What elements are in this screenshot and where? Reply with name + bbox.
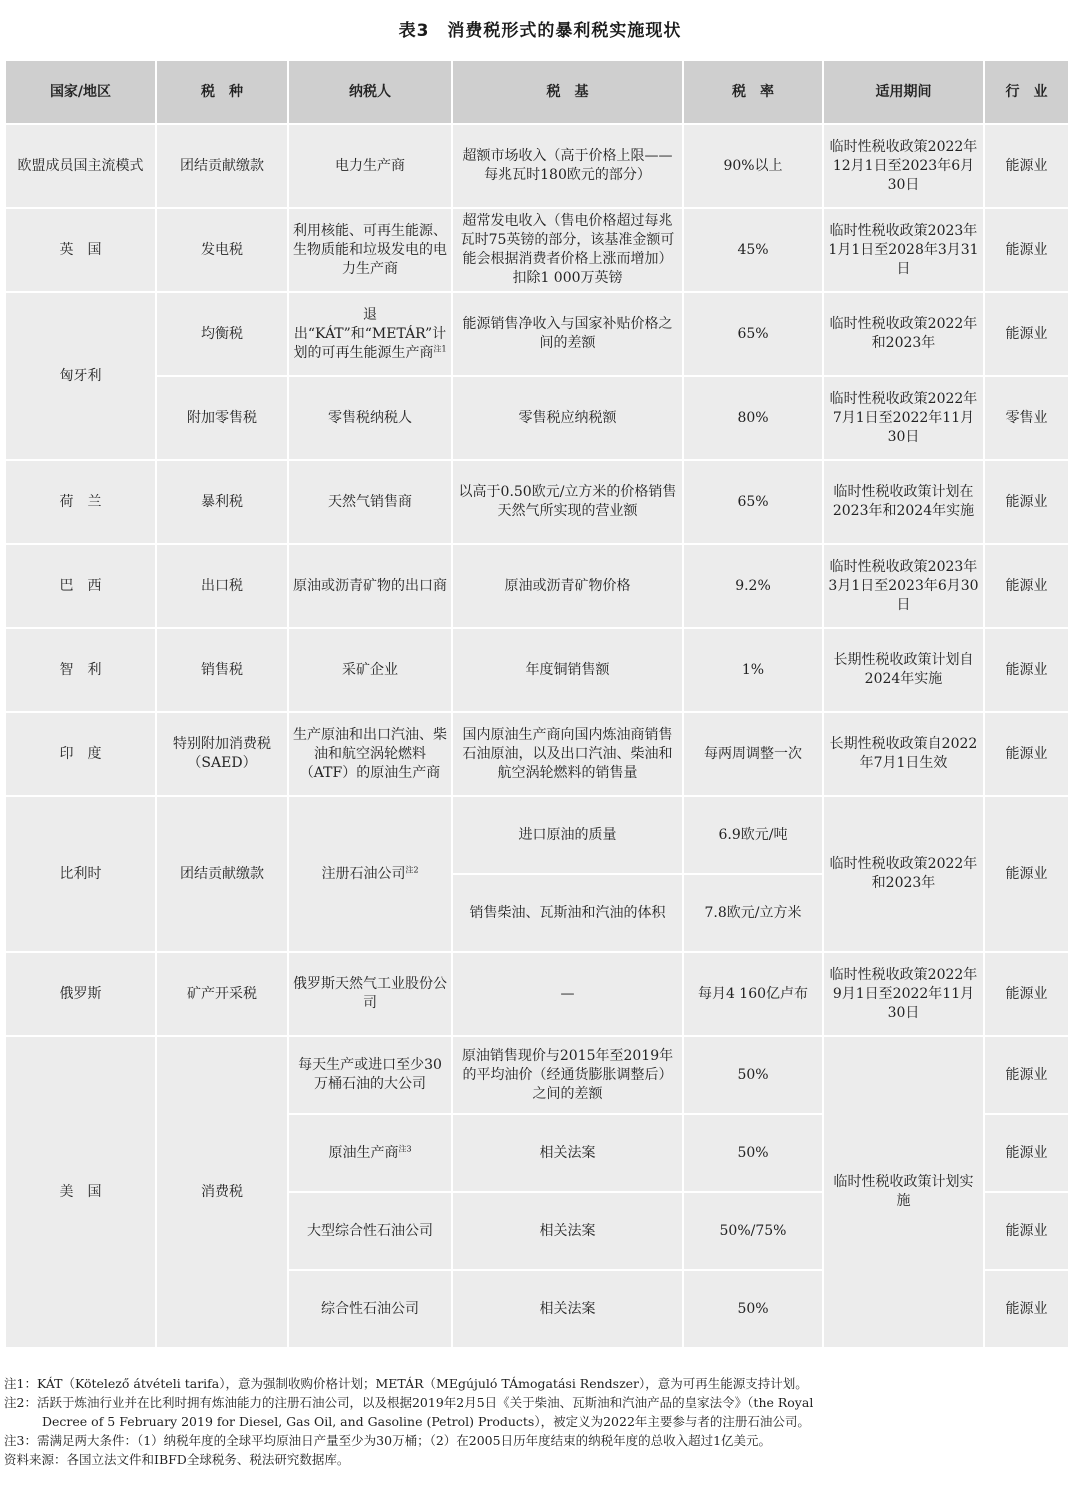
taxpayer-text: 退出“KÁT”和“METÁR”计划的可再生能源生产商	[293, 306, 447, 361]
cell-country: 欧盟成员国主流模式	[5, 124, 156, 208]
col-header-rate: 税 率	[683, 60, 823, 124]
header-row	[5, 60, 1069, 124]
cell-country: 比利时	[5, 796, 156, 952]
cell-industry: 零售业	[984, 376, 1069, 460]
cell-taxpayer: 采矿企业	[288, 628, 452, 712]
taxpayer-text: 原油生产商	[328, 1144, 399, 1161]
footnotes	[4, 1374, 1054, 1469]
col-header-tax: 税 种	[156, 60, 288, 124]
cell-country: 智 利	[5, 628, 156, 712]
col-header-country: 国家/地区	[5, 60, 156, 124]
col-header-period: 适用期间	[823, 60, 984, 124]
cell-rate: 65%	[683, 460, 823, 544]
cell-period: 临时性税收政策2022年和2023年	[823, 796, 984, 952]
cell-period: 临时性税收政策2023年1月1日至2028年3月31日	[823, 208, 984, 292]
cell-rate: 每月4 160亿卢布	[683, 952, 823, 1036]
cell-taxpayer	[288, 292, 452, 376]
cell-country: 巴 西	[5, 544, 156, 628]
table-row-brazil	[5, 544, 1069, 628]
cell-rate: 65%	[683, 292, 823, 376]
cell-country: 俄罗斯	[5, 952, 156, 1036]
cell-taxpayer: 每天生产或进口至少30万桶石油的大公司	[288, 1036, 452, 1114]
cell-country: 印 度	[5, 712, 156, 796]
col-header-taxpayer: 纳税人	[288, 60, 452, 124]
cell-tax: 团结贡献缴款	[156, 124, 288, 208]
cell-rate: 50%	[683, 1036, 823, 1114]
cell-industry: 能源业	[984, 796, 1069, 952]
cell-industry: 能源业	[984, 544, 1069, 628]
cell-rate: 45%	[683, 208, 823, 292]
taxpayer-text: 注册石油公司	[321, 865, 406, 882]
cell-taxpayer: 电力生产商	[288, 124, 452, 208]
cell-taxpayer: 俄罗斯天然气工业股份公司	[288, 952, 452, 1036]
cell-industry: 能源业	[984, 292, 1069, 376]
cell-rate: 50%	[683, 1114, 823, 1192]
cell-taxpayer: 零售税纳税人	[288, 376, 452, 460]
table-row-belgium-1	[5, 796, 1069, 874]
cell-base: 相关法案	[452, 1114, 683, 1192]
footnote-3: 注3：需满足两大条件：（1）纳税年度的全球平均原油日产量至少为30万桶；（2）在2005日历年度结束的纳税年度的总收入超过1亿美元。	[4, 1433, 772, 1448]
cell-taxpayer: 利用核能、可再生能源、生物质能和垃圾发电的电力生产商	[288, 208, 452, 292]
cell-tax: 出口税	[156, 544, 288, 628]
footnote-1: 注1：KÁT（Kötelező átvételi tarifa），意为强制收购价格计划；METÁR（MEgújuló TÁmogatási Rendszer），意为可再生能源支持计划。	[4, 1376, 808, 1391]
table-row-chile	[5, 628, 1069, 712]
table-row-eu	[5, 124, 1069, 208]
cell-period: 长期性税收政策计划自2024年实施	[823, 628, 984, 712]
cell-taxpayer: 原油或沥青矿物的出口商	[288, 544, 452, 628]
col-header-industry: 行 业	[984, 60, 1069, 124]
cell-base: 进口原油的质量	[452, 796, 683, 874]
cell-tax: 销售税	[156, 628, 288, 712]
cell-rate: 50%	[683, 1270, 823, 1348]
cell-period: 临时性税收政策计划在2023年和2024年实施	[823, 460, 984, 544]
cell-tax: 附加零售税	[156, 376, 288, 460]
table-row-uk	[5, 208, 1069, 292]
cell-base: —	[452, 952, 683, 1036]
cell-taxpayer: 生产原油和出口汽油、柴油和航空涡轮燃料（ATF）的原油生产商	[288, 712, 452, 796]
cell-industry: 能源业	[984, 1114, 1069, 1192]
col-header-base: 税 基	[452, 60, 683, 124]
cell-base: 超额市场收入（高于价格上限——每兆瓦时180欧元的部分）	[452, 124, 683, 208]
table-row-hungary-balance	[5, 292, 1069, 376]
cell-rate: 80%	[683, 376, 823, 460]
table-row-hungary-retail	[5, 376, 1069, 460]
table-row-netherlands	[5, 460, 1069, 544]
cell-rate: 7.8欧元/立方米	[683, 874, 823, 952]
cell-industry: 能源业	[984, 1192, 1069, 1270]
cell-tax: 均衡税	[156, 292, 288, 376]
table-title: 表3 消费税形式的暴利税实施现状	[398, 21, 682, 41]
cell-rate: 每两周调整一次	[683, 712, 823, 796]
cell-period: 临时性税收政策计划实施	[823, 1036, 984, 1348]
cell-base: 国内原油生产商向国内炼油商销售石油原油，以及出口汽油、柴油和航空涡轮燃料的销售量	[452, 712, 683, 796]
cell-industry: 能源业	[984, 1036, 1069, 1114]
footnote-2: 注2：活跃于炼油行业并在比利时拥有炼油能力的注册石油公司，以及根据2019年2月5日《关于柴油、瓦斯油和汽油产品的皇家法令》（the Royal	[4, 1395, 814, 1410]
cell-base: 年度铜销售额	[452, 628, 683, 712]
cell-tax: 矿产开采税	[156, 952, 288, 1036]
cell-taxpayer: 综合性石油公司	[288, 1270, 452, 1348]
cell-industry: 能源业	[984, 208, 1069, 292]
cell-base: 以高于0.50欧元/立方米的价格销售天然气所实现的营业额	[452, 460, 683, 544]
source-note: 资料来源：各国立法文件和IBFD全球税务、税法研究数据库。	[4, 1452, 350, 1467]
cell-base: 能源销售净收入与国家补贴价格之间的差额	[452, 292, 683, 376]
cell-rate: 6.9欧元/吨	[683, 796, 823, 874]
cell-tax: 团结贡献缴款	[156, 796, 288, 952]
cell-industry: 能源业	[984, 124, 1069, 208]
table-row-usa-1	[5, 1036, 1069, 1114]
cell-tax: 发电税	[156, 208, 288, 292]
cell-country: 荷 兰	[5, 460, 156, 544]
cell-country: 匈牙利	[5, 292, 156, 460]
cell-industry: 能源业	[984, 460, 1069, 544]
footnote-2-continued: Decree of 5 February 2019 for Diesel, Gas Oil, and Gasoline (Petrol) Products），被定义为2022年主要参与者的注册石油公司。	[42, 1414, 810, 1429]
cell-tax: 暴利税	[156, 460, 288, 544]
cell-rate: 1%	[683, 628, 823, 712]
cell-base: 超常发电收入（售电价格超过每兆瓦时75英镑的部分，该基准金额可能会根据消费者价格上涨而增加）扣除1 000万英镑	[452, 208, 683, 292]
cell-rate: 9.2%	[683, 544, 823, 628]
cell-tax: 特别附加消费税（SAED）	[156, 712, 288, 796]
cell-taxpayer: 天然气销售商	[288, 460, 452, 544]
cell-base: 原油销售现价与2015年至2019年的平均油价（经通货膨胀调整后）之间的差额	[452, 1036, 683, 1114]
cell-period: 临时性税收政策2023年3月1日至2023年6月30日	[823, 544, 984, 628]
cell-period: 临时性税收政策2022年7月1日至2022年11月30日	[823, 376, 984, 460]
cell-industry: 能源业	[984, 712, 1069, 796]
table-row-india	[5, 712, 1069, 796]
table-row-russia	[5, 952, 1069, 1036]
cell-base: 零售税应纳税额	[452, 376, 683, 460]
windfall-tax-table	[4, 59, 1070, 1349]
cell-taxpayer	[288, 796, 452, 952]
cell-industry: 能源业	[984, 952, 1069, 1036]
note-marker: 注1	[433, 343, 447, 353]
cell-period: 临时性税收政策2022年12月1日至2023年6月30日	[823, 124, 984, 208]
cell-rate: 90%以上	[683, 124, 823, 208]
cell-rate: 50%/75%	[683, 1192, 823, 1270]
cell-period: 临时性税收政策2022年9月1日至2022年11月30日	[823, 952, 984, 1036]
cell-period: 临时性税收政策2022年和2023年	[823, 292, 984, 376]
cell-country: 美 国	[5, 1036, 156, 1348]
cell-base: 相关法案	[452, 1192, 683, 1270]
cell-taxpayer: 大型综合性石油公司	[288, 1192, 452, 1270]
cell-tax: 消费税	[156, 1036, 288, 1348]
note-marker: 注2	[405, 864, 419, 874]
cell-base: 原油或沥青矿物价格	[452, 544, 683, 628]
cell-base: 相关法案	[452, 1270, 683, 1348]
note-marker: 注3	[398, 1143, 412, 1153]
cell-period: 长期性税收政策自2022年7月1日生效	[823, 712, 984, 796]
cell-industry: 能源业	[984, 1270, 1069, 1348]
cell-taxpayer	[288, 1114, 452, 1192]
cell-industry: 能源业	[984, 628, 1069, 712]
cell-base: 销售柴油、瓦斯油和汽油的体积	[452, 874, 683, 952]
cell-country: 英 国	[5, 208, 156, 292]
